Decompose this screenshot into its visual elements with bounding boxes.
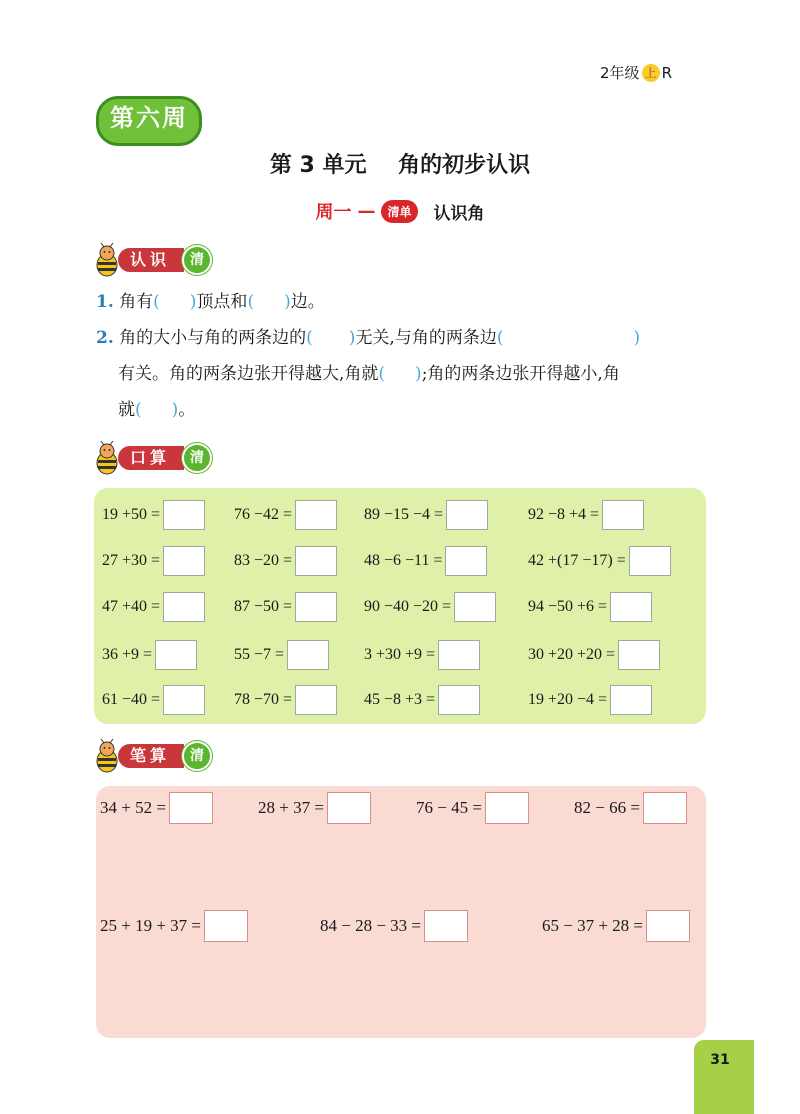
section-header-oral xyxy=(92,442,212,474)
question-text: 角的大小与角的两条边的 xyxy=(119,328,307,348)
answer-box[interactable] xyxy=(438,685,480,715)
answer-box[interactable] xyxy=(454,592,496,622)
oral-calc-item xyxy=(528,546,671,576)
answer-box[interactable] xyxy=(295,685,337,715)
day-topic: 认识角 xyxy=(433,203,485,224)
unit-name: 角的初步认识 xyxy=(398,153,531,178)
question-text: 有关。角的两条边张开得越大,角就 xyxy=(118,364,379,384)
question-number: 2. xyxy=(96,328,114,348)
answer-box[interactable] xyxy=(610,685,652,715)
answer-box[interactable] xyxy=(438,640,480,670)
answer-blank[interactable]: ( ) xyxy=(135,400,179,420)
question-text: 无关,与角的两条边 xyxy=(355,328,497,348)
oral-expression: 3 +30 +9 = xyxy=(364,646,436,663)
section-title: 笔算 xyxy=(118,744,184,768)
answer-box[interactable] xyxy=(446,500,488,530)
question-2 xyxy=(96,320,706,428)
oral-calc-item xyxy=(102,640,197,670)
answer-box[interactable] xyxy=(327,792,371,824)
answer-box[interactable] xyxy=(445,546,487,576)
answer-box[interactable] xyxy=(602,500,644,530)
question-text: 角有 xyxy=(119,292,154,312)
page-number: 31 xyxy=(710,1052,730,1068)
answer-box[interactable] xyxy=(287,640,329,670)
written-calc-item xyxy=(542,910,690,942)
written-calc-item xyxy=(320,910,468,942)
oral-calc-item xyxy=(528,685,652,715)
oral-expression: 19 +20 −4 = xyxy=(528,691,608,708)
grade-suffix: R xyxy=(661,63,672,82)
answer-box[interactable] xyxy=(169,792,213,824)
bee-mascot-icon xyxy=(92,739,122,773)
oral-calc-item xyxy=(102,546,205,576)
answer-box[interactable] xyxy=(424,910,468,942)
oral-expression: 55 −7 = xyxy=(234,646,285,663)
section-badge: 清 xyxy=(182,741,212,771)
written-expression: 82 − 66 = xyxy=(574,798,640,817)
answer-box[interactable] xyxy=(155,640,197,670)
oral-expression: 87 −50 = xyxy=(234,598,293,615)
week-badge: 第六周 xyxy=(96,96,202,146)
section-header-written xyxy=(92,740,212,772)
oral-calc-item xyxy=(528,592,652,622)
oral-calc-item xyxy=(102,685,205,715)
bee-mascot-icon xyxy=(92,441,122,475)
day-label: 周一 xyxy=(315,202,352,223)
oral-calc-panel xyxy=(94,488,706,724)
written-expression: 65 − 37 + 28 = xyxy=(542,916,644,935)
unit-number: 第 3 单元 xyxy=(269,153,367,178)
day-heading xyxy=(0,198,800,224)
answer-box[interactable] xyxy=(618,640,660,670)
oral-expression: 30 +20 +20 = xyxy=(528,646,616,663)
oral-expression: 92 −8 +4 = xyxy=(528,506,600,523)
answer-blank[interactable]: ( ) xyxy=(247,292,291,312)
oral-expression: 36 +9 = xyxy=(102,646,153,663)
written-calc-item xyxy=(100,910,248,942)
written-calc-panel xyxy=(96,786,706,1038)
oral-expression: 42 +(17 −17) = xyxy=(528,552,626,569)
answer-box[interactable] xyxy=(629,546,671,576)
oral-calc-item xyxy=(234,592,337,622)
answer-box[interactable] xyxy=(163,546,205,576)
answer-box[interactable] xyxy=(163,592,205,622)
oral-calc-item xyxy=(234,546,337,576)
answer-blank[interactable]: ( ) xyxy=(496,328,641,348)
oral-calc-item xyxy=(364,685,480,715)
oral-expression: 89 −15 −4 = xyxy=(364,506,444,523)
answer-box[interactable] xyxy=(204,910,248,942)
answer-blank[interactable]: ( ) xyxy=(153,292,197,312)
section-title: 口算 xyxy=(118,446,184,470)
question-2-line-3 xyxy=(96,392,706,428)
oral-calc-item xyxy=(102,500,205,530)
answer-box[interactable] xyxy=(295,500,337,530)
oral-expression: 61 −40 = xyxy=(102,691,161,708)
oral-calc-item xyxy=(364,640,480,670)
oral-calc-item xyxy=(364,546,487,576)
oral-expression: 90 −40 −20 = xyxy=(364,598,452,615)
bee-mascot-icon xyxy=(92,243,122,277)
section-badge: 清 xyxy=(182,245,212,275)
question-number: 1. xyxy=(96,292,114,312)
oral-calc-item xyxy=(234,640,329,670)
written-calc-item xyxy=(416,792,529,824)
question-2-line-2 xyxy=(96,356,706,392)
question-text: 边。 xyxy=(290,292,325,312)
oral-calc-item xyxy=(364,500,488,530)
answer-blank[interactable]: ( ) xyxy=(378,364,422,384)
written-calc-item xyxy=(258,792,371,824)
oral-calc-item xyxy=(234,685,337,715)
answer-box[interactable] xyxy=(295,546,337,576)
section-badge: 清 xyxy=(182,443,212,473)
answer-box[interactable] xyxy=(485,792,529,824)
answer-box[interactable] xyxy=(163,500,205,530)
question-text: ;角的两条边张开得越小,角 xyxy=(421,364,620,384)
written-calc-item xyxy=(100,792,213,824)
oral-expression: 19 +50 = xyxy=(102,506,161,523)
oral-expression: 27 +30 = xyxy=(102,552,161,569)
grade-prefix: 2年级 xyxy=(600,64,640,82)
oral-calc-item xyxy=(364,592,496,622)
oral-calc-item xyxy=(528,500,644,530)
oral-calc-item xyxy=(234,500,337,530)
answer-box[interactable] xyxy=(643,792,687,824)
written-expression: 28 + 37 = xyxy=(258,798,324,817)
answer-box[interactable] xyxy=(646,910,690,942)
oral-calc-item xyxy=(102,592,205,622)
section-header-recognize xyxy=(92,244,212,276)
written-expression: 25 + 19 + 37 = xyxy=(100,916,202,935)
answer-box[interactable] xyxy=(163,685,205,715)
oral-expression: 94 −50 +6 = xyxy=(528,598,608,615)
answer-blank[interactable]: ( ) xyxy=(306,328,356,348)
oral-expression: 83 −20 = xyxy=(234,552,293,569)
oral-expression: 47 +40 = xyxy=(102,598,161,615)
grade-label xyxy=(600,62,672,83)
unit-title xyxy=(0,148,800,179)
oral-expression: 48 −6 −11 = xyxy=(364,552,443,569)
dash-separator: — xyxy=(357,200,376,222)
oral-expression: 45 −8 +3 = xyxy=(364,691,436,708)
written-expression: 34 + 52 = xyxy=(100,798,166,817)
question-2-line-1 xyxy=(96,320,706,356)
oral-calc-item xyxy=(528,640,660,670)
oral-expression: 78 −70 = xyxy=(234,691,293,708)
written-calc-item xyxy=(574,792,687,824)
question-text: 顶点和 xyxy=(196,292,248,312)
question-text: 就 xyxy=(118,400,135,420)
day-badge: 清单 xyxy=(381,200,417,223)
answer-box[interactable] xyxy=(610,592,652,622)
question-text: 。 xyxy=(178,400,196,420)
oral-expression: 76 −42 = xyxy=(234,506,293,523)
section-title: 认识 xyxy=(118,248,184,272)
written-expression: 84 − 28 − 33 = xyxy=(320,916,422,935)
written-expression: 76 − 45 = xyxy=(416,798,482,817)
question-1 xyxy=(96,284,325,320)
answer-box[interactable] xyxy=(295,592,337,622)
grade-badge: 上 xyxy=(642,64,660,82)
